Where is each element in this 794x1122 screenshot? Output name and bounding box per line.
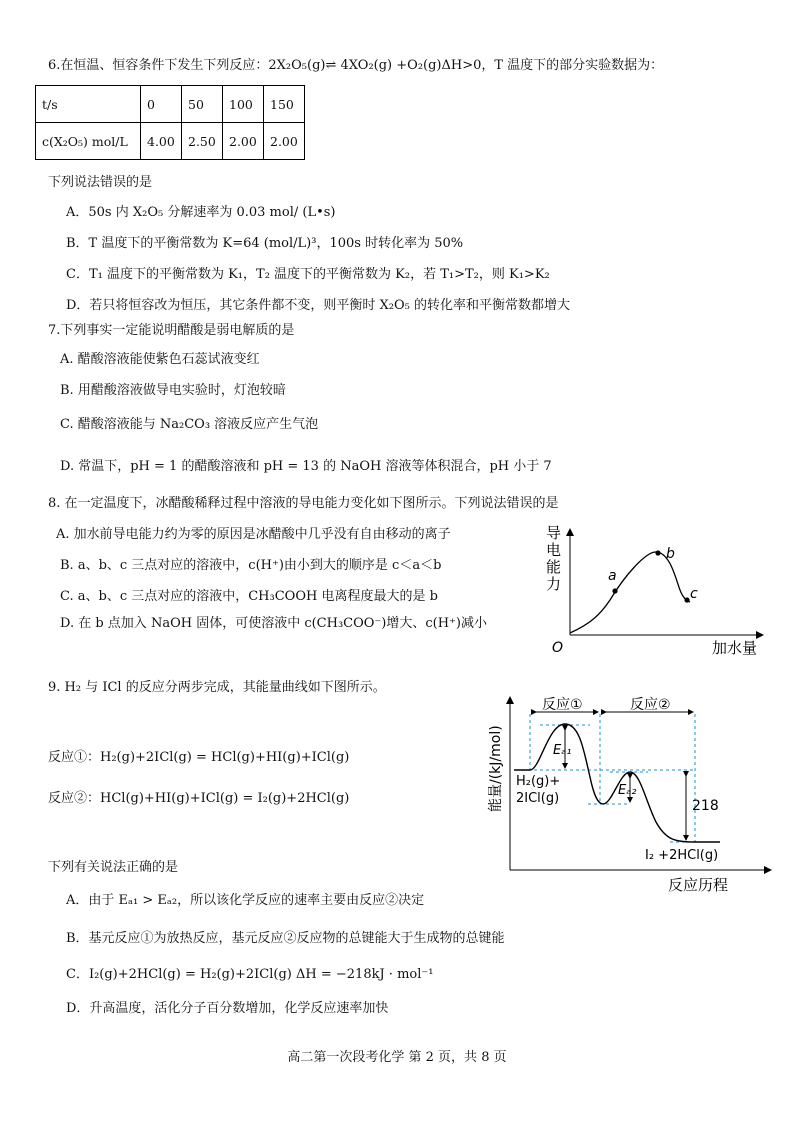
q9-option-b: B．基元反应①为放热反应，基元反应②反应物的总键能大于生成物的总键能 (66, 931, 505, 946)
q8-option-a: A. 加水前导电能力约为零的原因是冰醋酸中几乎没有自由移动的离子 (56, 527, 451, 542)
point-c (684, 597, 689, 602)
q7-option-c: C. 醋酸溶液能与 Na₂CO₃ 溶液反应产生气泡 (60, 417, 319, 432)
product-label: I₂ +2HCl(g) (645, 848, 719, 863)
q9-stem: 9. H₂ 与 ICl 的反应分两步完成，其能量曲线如下图所示。 (48, 680, 386, 695)
q7-stem: 7.下列事实一定能说明醋酸是弱电解质的是 (48, 323, 295, 338)
reactant-label: 2ICl(g) (516, 791, 560, 806)
q9-reaction-1: 反应①：H₂(g)+2ICl(g) = HCl(g)+HI(g)+ICl(g) (48, 750, 350, 765)
step1-label: 反应① (542, 697, 583, 713)
table-row (36, 86, 305, 123)
table-cell: t/s (36, 86, 141, 123)
table-cell: 150 (264, 86, 305, 123)
y-label: 能量/(kJ/mol) (488, 725, 504, 812)
q6-option-c: C．T₁ 温度下的平衡常数为 K₁，T₂ 温度下的平衡常数为 K₂，若 T₁>T₂，则 K₁>K₂ (66, 267, 550, 282)
y-label: 力 (546, 575, 562, 593)
ea1-label: Eₐ₁ (553, 743, 572, 758)
table-cell: 0 (141, 86, 182, 123)
table-cell: 2.50 (182, 123, 223, 160)
label-c: c (690, 586, 698, 602)
point-a (612, 588, 617, 593)
q9-reaction-2: 反应②：HCl(g)+HI(g)+ICl(g) = I₂(g)+2HCl(g) (48, 791, 350, 806)
table-cell: 4.00 (141, 123, 182, 160)
q6-data-table (35, 85, 305, 160)
q7-option-b: B. 用醋酸溶液做导电实验时，灯泡较暗 (60, 383, 286, 398)
origin-label: O (552, 640, 564, 656)
q6-ask: 下列说法错误的是 (48, 175, 153, 190)
y-label: 能 (546, 558, 562, 576)
q8-option-d: D. 在 b 点加入 NaOH 固体，可使溶液中 c(CH₃COO⁻)增大、c(H⁺)减小 (60, 616, 487, 631)
table-cell: c(X₂O₅) mol/L (36, 123, 141, 160)
point-b (655, 550, 660, 555)
energy-diagram (480, 692, 780, 897)
table-cell: 50 (182, 86, 223, 123)
table-cell: 2.00 (264, 123, 305, 160)
ea2-label: Eₐ₂ (618, 783, 637, 798)
q6-option-d: D．若只将恒容改为恒压，其它条件都不变，则平衡时 X₂O₅ 的转化率和平衡常数都增大 (66, 298, 571, 313)
delta-label: 218 (692, 798, 719, 814)
step2-label: 反应② (630, 697, 671, 713)
q6-option-a: A．50s 内 X₂O₅ 分解速率为 0.03 mol/ (L•s) (66, 205, 336, 220)
q7-option-d: D. 常温下，pH = 1 的醋酸溶液和 pH = 13 的 NaOH 溶液等体积混合，pH 小于 7 (60, 459, 552, 474)
conductivity-graph (490, 520, 780, 660)
table-row (36, 123, 305, 160)
q8-option-c: C. a、b、c 三点对应的溶液中，CH₃COOH 电离程度最大的是 b (60, 589, 438, 604)
q6-option-b: B．T 温度下的平衡常数为 K=64 (mol/L)³，100s 时转化率为 50% (66, 236, 464, 251)
table-cell: 100 (223, 86, 264, 123)
q8-option-b: B. a、b、c 三点对应的溶液中，c(H⁺)由小到大的顺序是 c＜a＜b (60, 558, 442, 573)
label-a: a (608, 568, 617, 584)
reactant-label: H₂(g)+ (516, 774, 561, 789)
q9-ask: 下列有关说法正确的是 (48, 860, 179, 875)
x-label: 加水量 (712, 639, 758, 657)
y-label: 电 (546, 541, 562, 559)
q7-option-a: A. 醋酸溶液能使紫色石蕊试液变红 (60, 352, 260, 367)
q9-option-a: A．由于 Eₐ₁ > Eₐ₂，所以该化学反应的速率主要由反应②决定 (66, 893, 425, 908)
y-label: 导 (546, 524, 562, 542)
q6-stem: 6.在恒温、恒容条件下发生下列反应：2X₂O₅(g)⇌ 4XO₂(g) +O₂(g)ΔH>0，T 温度下的部分实验数据为： (48, 58, 664, 73)
q9-option-d: D．升高温度，活化分子百分数增加，化学反应速率加快 (66, 1001, 389, 1016)
q9-option-c: C．I₂(g)+2HCl(g) = H₂(g)+2ICl(g) ΔH = −218kJ · mol⁻¹ (66, 967, 434, 982)
label-b: b (666, 546, 675, 562)
page-footer: 高二第一次段考化学 第 2 页，共 8 页 (287, 1050, 507, 1065)
conductivity-curve (570, 552, 690, 633)
q8-stem: 8. 在一定温度下，冰醋酸稀释过程中溶液的导电能力变化如下图所示。下列说法错误的是 (48, 496, 559, 511)
table-cell: 2.00 (223, 123, 264, 160)
x-label: 反应历程 (668, 876, 729, 894)
